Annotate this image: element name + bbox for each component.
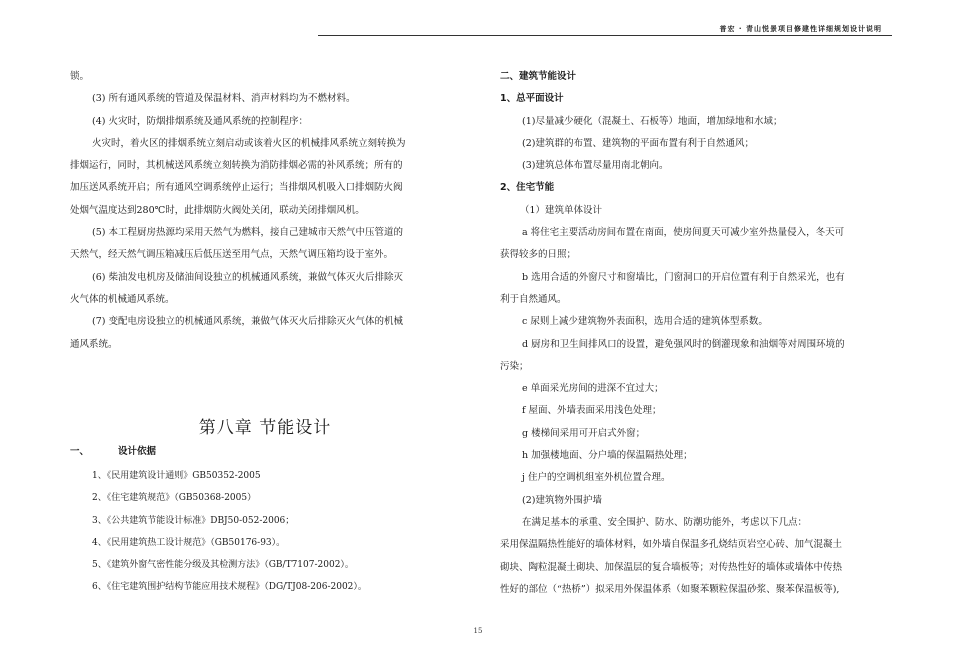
paragraph-line: (2)建筑物外围护墙: [522, 494, 602, 506]
paragraph-line: 加压送风系统开启；所有通风空调系统停止运行；当排烟风机吸入口排烟防火阀: [70, 182, 403, 194]
paragraph-line: 获得较多的日照；: [500, 249, 577, 261]
paragraph-line: (3)建筑总体布置尽量用南北朝向。: [522, 160, 669, 172]
chapter-title: 第八章 节能设计: [198, 418, 332, 438]
reference-item: 4、《民用建筑热工设计规范》（GB50176-93）。: [92, 537, 286, 548]
reference-item: 1、《民用建筑设计通则》GB50352-2005: [92, 471, 261, 481]
paragraph-line: 通风系统。: [70, 338, 118, 350]
paragraph-line: 污染；: [500, 360, 529, 372]
paragraph-line: 锁。: [70, 71, 90, 82]
paragraph-line: 在满足基本的承重、安全围护、防水、防潮功能外，考虑以下几点：: [522, 516, 808, 528]
paragraph-line: （1）建筑单体设计: [520, 204, 603, 216]
paragraph-line: 处烟气温度达到280℃时，此排烟防火阀处关闭，联动关闭排烟风机。: [70, 204, 365, 216]
paragraph-line: 性好的部位（“热桥”）拟采用外保温体系（如聚苯颗粒保温砂浆、聚苯保温板等),: [500, 583, 840, 595]
reference-list: [70, 465, 460, 599]
paragraph-line: (2)建筑群的布置、建筑物的平面布置有利于自然通风；: [522, 137, 754, 149]
running-header: 普宏 · 青山悦景项目修建性详细规划设计说明: [719, 25, 882, 33]
paragraph-line: j 住户的空调机组室外机位置合理。: [522, 472, 671, 484]
section-title: 设计依据: [118, 446, 157, 457]
right-column: [500, 66, 895, 601]
paragraph-line: 采用保温隔热性能好的墙体材料，如外墙自保温多孔烧结页岩空心砖、加气混凝土: [500, 539, 843, 551]
header-rule: [318, 35, 892, 36]
left-column: [70, 66, 460, 356]
paragraph-line: (6) 柴油发电机房及储油间设独立的机械通风系统，兼做气体灭火后排除灭: [92, 271, 403, 283]
section-heading: 二、建筑节能设计: [500, 71, 577, 82]
subsection-heading: 1、总平面设计: [500, 93, 564, 105]
reference-item: 2、《住宅建筑规范》（GB50368-2005）: [92, 493, 257, 504]
reference-item: 3、《公共建筑节能设计标准》DBJ50-052-2006；: [92, 515, 295, 526]
paragraph-line: 砌块、陶粒混凝土砌块、加保温层的复合墙板等；对传热性好的墙体或墙体中传热: [500, 561, 843, 573]
paragraph-line: (4) 火灾时，防烟排烟系统及通风系统的控制程序：: [92, 115, 308, 127]
section-heading: [70, 441, 460, 463]
paragraph-line: (7) 变配电房设独立的机械通风系统，兼做气体灭火后排除灭火气体的机械: [92, 316, 403, 328]
paragraph-line: b 选用合适的外窗尺寸和窗墙比，门窗洞口的开启位置有利于自然采光，也有: [522, 271, 845, 283]
paragraph-line: 天然气，经天然气调压箱减压后低压送至用气点，天然气调压箱均设于室外。: [70, 249, 394, 261]
paragraph-line: a 将住宅主要活动房间布置在南面，使房间夏天可减少室外热量侵入，冬天可: [522, 227, 845, 239]
paragraph-line: h 加强楼地面、分户墙的保温隔热处理；: [522, 450, 693, 462]
paragraph-line: e 单面采光房间的进深不宜过大；: [522, 383, 664, 395]
page-number: 15: [473, 627, 483, 635]
paragraph-line: (5) 本工程厨房热源均采用天然气为燃料，接自己建城市天然气中压管道的: [92, 227, 403, 239]
paragraph-line: f 屋面、外墙表面采用浅色处理；: [522, 405, 662, 417]
paragraph-line: d 厨房和卫生间排风口的设置，避免强风时的倒灌现象和油烟等对周围环境的: [522, 338, 845, 350]
paragraph-line: (3) 所有通风系统的管道及保温材料、消声材料均为不燃材料。: [92, 93, 356, 105]
subsection-heading: 2、住宅节能: [500, 182, 555, 194]
section-number: 一、: [70, 446, 90, 457]
reference-item: 6、《住宅建筑围护结构节能应用技术规程》（DG/TJ08-206-2002）。: [92, 582, 367, 593]
paragraph-line: (1)尽量减少硬化（混凝土、石板等）地面，增加绿地和水域；: [522, 115, 783, 127]
paragraph-line: 火气体的机械通风系统。: [70, 293, 175, 305]
paragraph-line: c 尿则上减少建筑物外表面积，选用合适的建筑体型系数。: [522, 316, 768, 328]
paragraph-line: 火灾时，着火区的排烟系统立刻启动或该着火区的机械排风系统立刻转换为: [92, 137, 406, 149]
reference-item: 5、《建筑外窗气密性能分级及其检测方法》（GB/T7107-2002）。: [92, 560, 354, 571]
paragraph-line: 利于自然通风。: [500, 293, 567, 305]
paragraph-line: 排烟运行，同时，其机械送风系统立刻转换为消防排烟必需的补风系统；所有的: [70, 160, 403, 172]
paragraph-line: g 楼梯间采用可开启式外窗；: [522, 427, 646, 439]
